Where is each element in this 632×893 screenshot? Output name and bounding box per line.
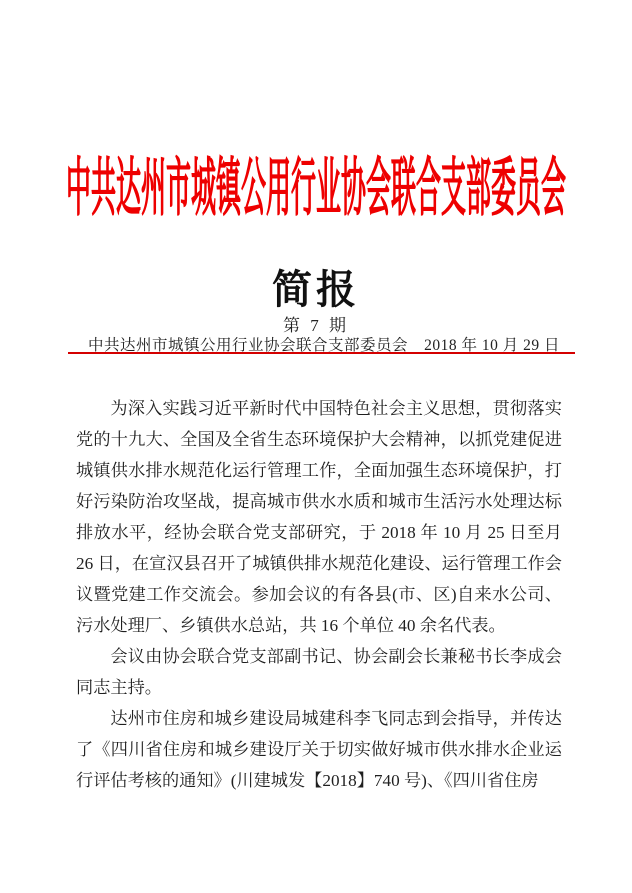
- document-body: [76, 393, 562, 796]
- body-paragraph: 达州市住房和城乡建设局城建科李飞同志到会指导，并传达了《四川省住房和城乡建设厅关于切实做好城市供水排水企业运行评估考核的通知》(川建城发【2018】740 号)、《四川省住房: [76, 709, 562, 790]
- body-paragraph: 为深入实践习近平新时代中国特色社会主义思想，贯彻落实党的十九大、全国及全省生态环境保护大会精神，以抓党建促进城镇供水排水规范化运行管理工作，全面加强生态环境保护，打好污染防治攻坚战，提高城市供水水质和城市生活污水处理达标排放水平，经协会联合党支部研究，于 2018 年 10 月 25 日至月 26 日，在宣汉县召开了城镇供排水规范化建设、运行管理工作会议暨党建工作交流会。参加会议的有各县(市、区)自来水公司、污水处理厂、乡镇供水总站，共 16 个单位 40 余名代表。: [76, 399, 562, 635]
- doc-type-title: 简报: [272, 267, 360, 312]
- red-divider: [68, 352, 575, 354]
- body-paragraph: 会议由协会联合党支部副书记、协会副会长兼秘书长李成会同志主持。: [76, 647, 562, 697]
- issuer-name: 中共达州市城镇公用行业协会联合支部委员会: [88, 337, 409, 354]
- masthead-title: 中共达州市城镇公用行业协会联合支部委员会: [65, 153, 566, 225]
- issue-date: 2018 年 10 月 29 日: [424, 337, 560, 354]
- issue-number: 第 7 期: [283, 316, 349, 335]
- masthead: [0, 143, 632, 225]
